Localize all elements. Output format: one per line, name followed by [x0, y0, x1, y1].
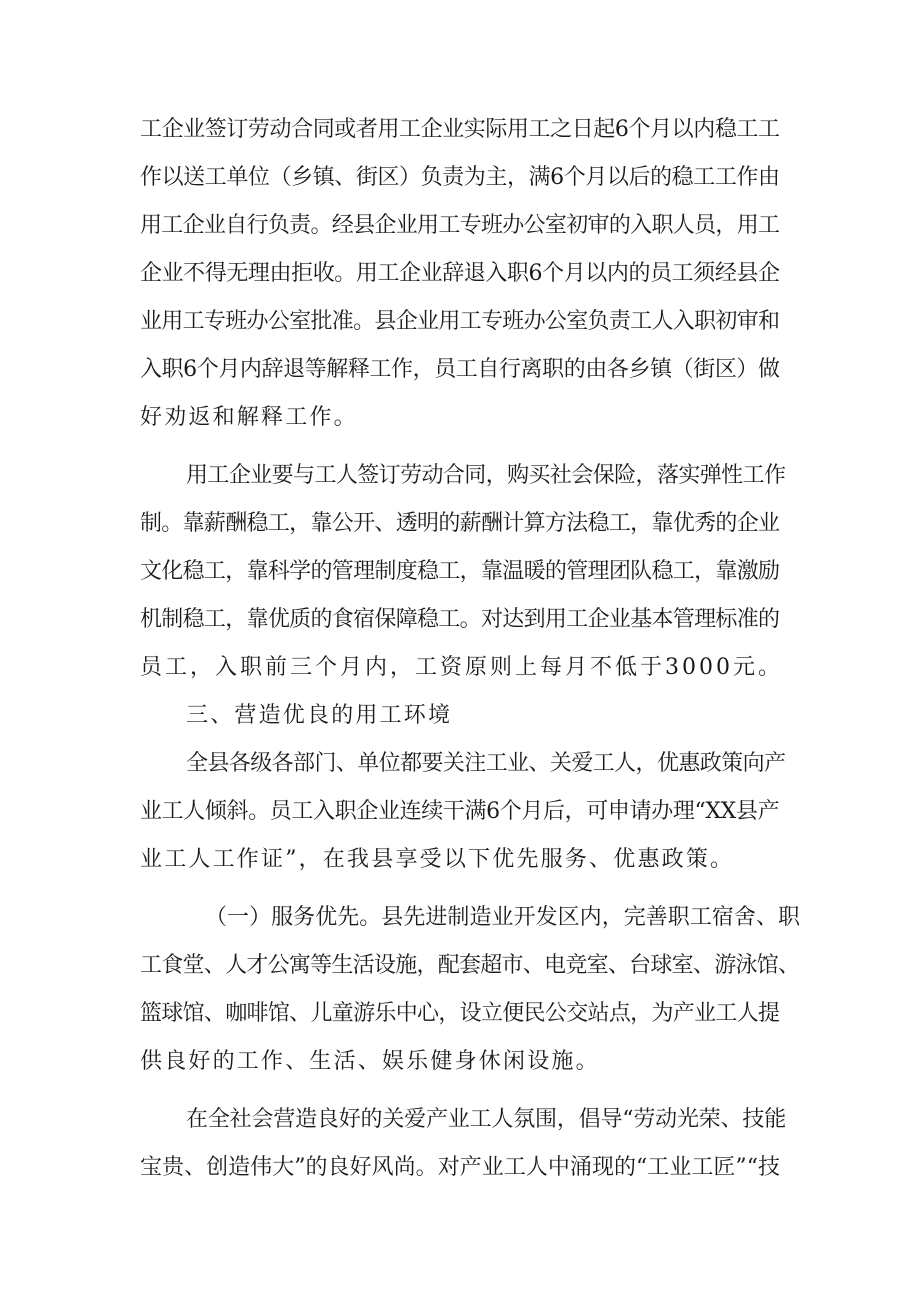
- section-heading: 三、营造优良的用工环境: [186, 703, 453, 728]
- text-line: 入职6个月内辞退等解释工作，员工自行离职的由各乡镇（街区）做: [140, 357, 780, 382]
- text-line: 工企业签订劳动合同或者用工企业实际用工之日起6个月以内稳工工: [140, 117, 780, 142]
- text-line: 宝贵、创造伟大”的良好风尚。对产业工人中涌现的“工业工匠”“技: [140, 1155, 781, 1180]
- text-line: 文化稳工，靠科学的管理制度稳工，靠温暖的管理团队稳工，靠激励: [140, 559, 780, 584]
- text-line: 业工人工作证”，在我县享受以下优先服务、优惠政策。: [140, 847, 735, 872]
- text-line: 供良好的工作、生活、娱乐健身休闲设施。: [140, 1049, 600, 1074]
- text-line: 作以送工单位（乡镇、街区）负责为主，满6个月以后的稳工工作由: [140, 165, 780, 190]
- text-line: 制。靠薪酬稳工，靠公开、透明的薪酬计算方法稳工，靠优秀的企业: [140, 511, 780, 536]
- paragraph-first-line: （一）服务优先。县先进制造业开发区内，完善职工宿舍、职: [205, 905, 801, 930]
- text-line: 工食堂、人才公寓等生活设施，配套超市、电竞室、台球室、游泳馆、: [140, 953, 800, 978]
- paragraph-first-line: 用工企业要与工人签订劳动合同，购买社会保险，落实弹性工作: [186, 463, 786, 488]
- paragraph-first-line: 在全社会营造良好的关爱产业工人氛围，倡导“劳动光荣、技能: [186, 1107, 787, 1132]
- text-line: 员工，入职前三个月内，工资原则上每月不低于3000元。: [140, 655, 783, 680]
- text-line: 篮球馆、咖啡馆、儿童游乐中心，设立便民公交站点，为产业工人提: [140, 1001, 780, 1026]
- text-line: 企业不得无理由拒收。用工企业辞退入职6个月以内的员工须经县企: [140, 261, 780, 286]
- text-line: 业工人倾斜。员工入职企业连续干满6个月后，可申请办理“XX县产: [140, 799, 780, 824]
- text-line: 用工企业自行负责。经县企业用工专班办公室初审的入职人员，用工: [140, 213, 780, 238]
- text-line: 业用工专班办公室批准。县企业用工专班办公室负责工人入职初审和: [140, 309, 780, 334]
- paragraph-first-line: 全县各级各部门、单位都要关注工业、关爱工人，优惠政策向产: [186, 751, 786, 776]
- text-line: 机制稳工，靠优质的食宿保障稳工。对达到用工企业基本管理标准的: [140, 607, 780, 632]
- text-line: 好劝返和解释工作。: [140, 405, 358, 430]
